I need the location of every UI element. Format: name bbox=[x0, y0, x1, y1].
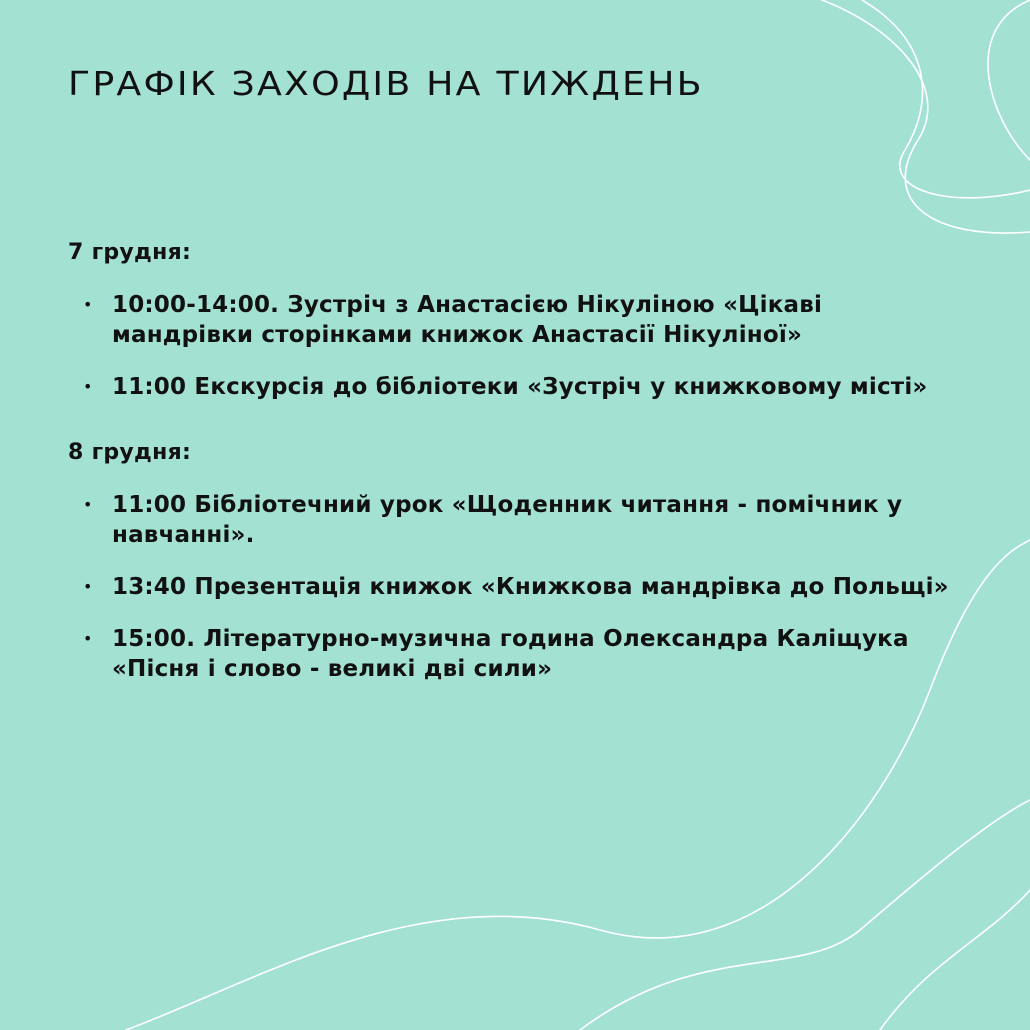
event-item bbox=[68, 490, 968, 550]
event-text: 10:00-14:00. Зустріч з Анастасією Нікуліною «Цікаві мандрівки сторінками книжок Анастасії Нікуліної» bbox=[112, 292, 823, 348]
event-text: 15:00. Літературно-музична година Олександра Каліщука «Пісня і слово - великі дві сили» bbox=[112, 626, 909, 682]
wave-line-top-right bbox=[988, 0, 1030, 160]
event-item bbox=[68, 624, 968, 684]
wave-line-bottom-small bbox=[880, 890, 1030, 1030]
bullet-icon: • bbox=[83, 495, 93, 514]
bullet-icon: • bbox=[83, 577, 93, 596]
event-list bbox=[68, 490, 968, 684]
schedule bbox=[68, 236, 968, 684]
day-label: 7 грудня: bbox=[68, 240, 192, 265]
bullet-icon: • bbox=[83, 377, 93, 396]
event-list bbox=[68, 290, 968, 402]
page-title: ГРАФІК ЗАХОДІВ НА ТИЖДЕНЬ bbox=[68, 64, 704, 103]
wave-line-bottom-mid bbox=[580, 800, 1030, 1030]
event-text: 11:00 Екскурсія до бібліотеки «Зустріч у книжковому місті» bbox=[112, 374, 928, 400]
event-item bbox=[68, 372, 968, 402]
bullet-icon: • bbox=[83, 295, 93, 314]
wave-line-top-outer bbox=[822, 0, 1030, 233]
event-text: 11:00 Бібліотечний урок «Щоденник читання - помічник у навчанні». bbox=[112, 492, 903, 548]
event-item bbox=[68, 290, 968, 350]
wave-line-top-inner bbox=[862, 0, 1030, 198]
bullet-icon: • bbox=[83, 629, 93, 648]
day-label: 8 грудня: bbox=[68, 440, 192, 465]
day-section bbox=[68, 436, 968, 684]
event-text: 13:40 Презентація книжок «Книжкова мандрівка до Польщі» bbox=[112, 574, 949, 600]
event-item bbox=[68, 572, 968, 602]
day-section bbox=[68, 236, 968, 402]
